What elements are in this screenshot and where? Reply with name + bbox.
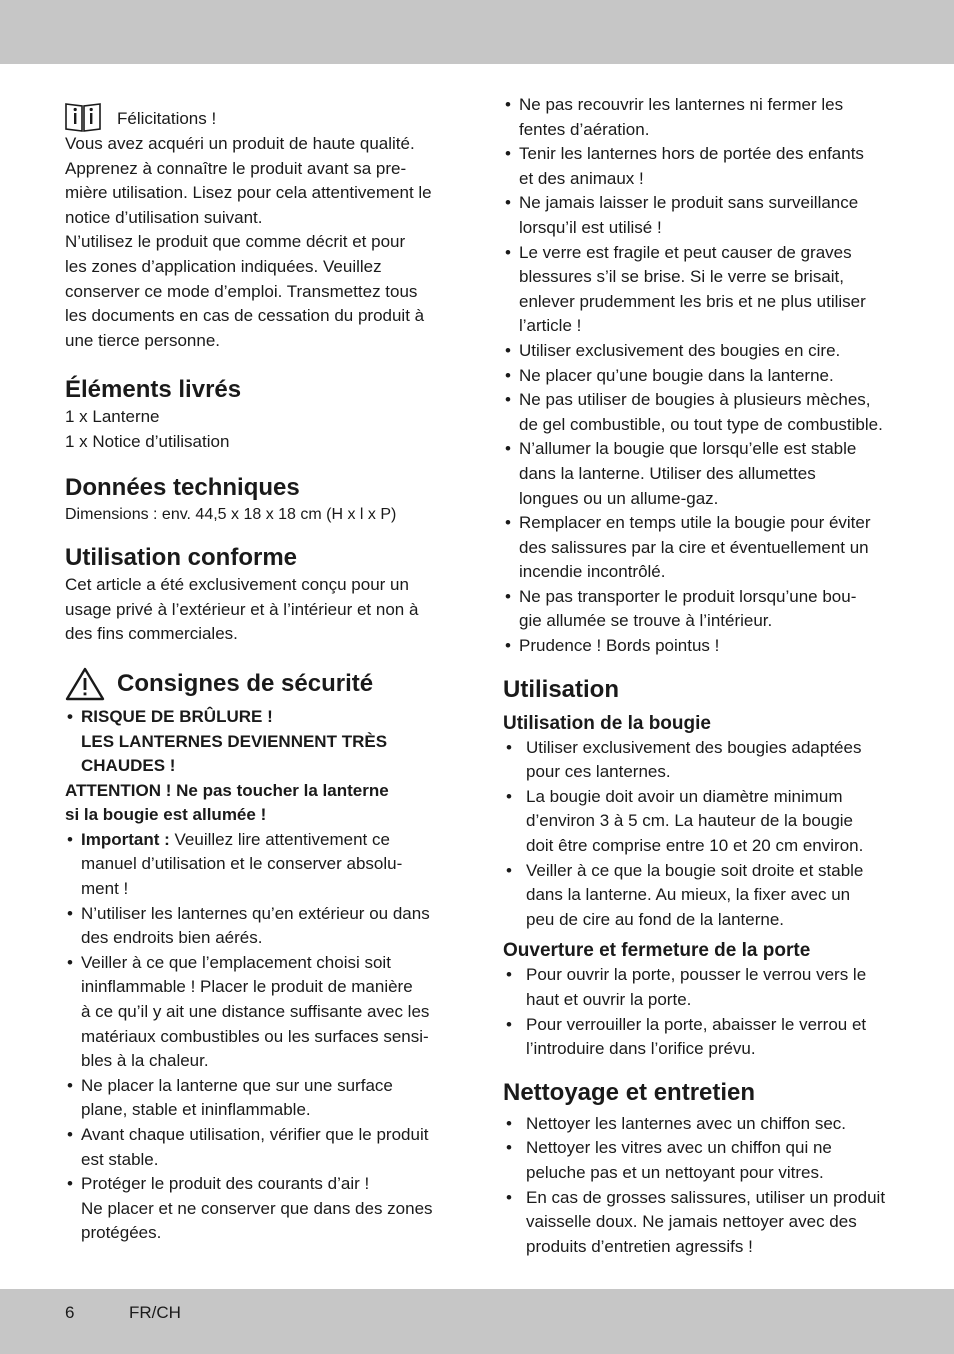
intro-line: N’utilisez le produit que comme décrit et pour [65,232,406,252]
important-line: manuel d’utilisation et le conserver absolu- [81,854,403,874]
safety-burn-list [65,705,457,779]
section-title: Éléments livrés [65,376,242,404]
usage-line: usage privé à l’extérieur et à l’intérieur et non à [65,599,419,619]
item-line: Ne placer et ne conserver que dans des zones [81,1198,433,1218]
safety-list-right [503,93,895,659]
list-item [503,736,895,785]
item-line: • Nettoyer les vitres avec un chiffon qui ne [526,1138,832,1158]
item-line: • Ne placer la lanterne que sur une surface [81,1075,393,1095]
section-utilisation [503,675,895,1062]
list-item [503,1013,895,1062]
item-line: • La bougie doit avoir un diamètre minimum [526,786,843,806]
safety-list-left [65,828,457,1246]
elements-line: 1 x Notice d’utilisation [65,431,230,451]
intro-line: mière utilisation. Lisez pour cela attentivement le [65,183,432,203]
list-item [65,951,457,1074]
intro-header [65,92,457,132]
list-item [503,1136,895,1185]
item-line: fentes d’aération. [519,119,650,139]
candle-list [503,736,895,933]
item-line: • Pour verrouiller la porte, abaisser le verrou et [526,1014,867,1034]
item-line: • Le verre est fragile et peut causer de graves [519,242,852,262]
section-tech [65,473,457,528]
item-line: • Avant chaque utilisation, vérifier que le produit [81,1125,429,1144]
usage-line: Cet article a été exclusivement conçu pour un [65,575,409,595]
section-title: Utilisation conforme [65,544,298,572]
list-item [503,241,895,339]
list-item [503,963,895,1012]
item-line: enlever prudemment les bris et ne plus utiliser [519,291,866,311]
item-line: des endroits bien aérés. [81,928,263,948]
left-column [65,92,457,1246]
list-item [65,1172,457,1246]
item-line: vaisselle doux. Ne jamais nettoyer avec des [526,1212,857,1232]
cleaning-list [503,1112,895,1260]
list-item [503,859,895,933]
item-line: blessures s’il se brise. Si le verre se brisait, [519,267,845,287]
list-item [65,705,457,779]
section-title: Utilisation [503,675,620,703]
item-line: peu de cire au fond de la lanterne. [526,909,785,929]
item-line: gie allumée se trouve à l’intérieur. [519,611,773,631]
list-item [65,902,457,951]
intro-line: les zones d’application indiquées. Veuillez [65,256,382,276]
item-line: est stable. [81,1149,159,1169]
safety-title: Consignes de sécurité [117,669,374,697]
section-usage [65,543,457,647]
item-line: ininflammable ! Placer le produit de manière [81,977,413,997]
list-item [503,437,895,511]
item-line: plane, stable et ininflammable. [81,1100,311,1120]
item-line: produits d’entretien agressifs ! [526,1236,753,1256]
elements-line: 1 x Lanterne [65,407,160,427]
item-line: l’article ! [519,316,582,336]
section-title [65,667,457,701]
important-line: Veuillez lire attentivement ce [169,829,390,849]
item-line: de gel combustible, ou tout type de combustible. [519,414,883,434]
section-elements [65,375,457,454]
item-line: • Pour ouvrir la porte, pousser le verrou vers le [526,965,867,985]
right-column [503,93,895,1259]
section-title: Données techniques [65,473,300,501]
item-line: à ce qu’il y ait une distance suffisante avec les [81,1002,430,1022]
item-line: lorsqu’il est utilisé ! [519,217,662,237]
important-label: Important : [81,829,170,849]
intro-line: les documents en cas de cessation du produit à [65,306,425,326]
item-line: matériaux combustibles ou les surfaces sensi- [81,1026,429,1046]
item-line: • N’utiliser les lanternes qu’en extérieur ou dans [81,903,430,923]
intro-line: Vous avez acquéri un produit de haute qualité. [65,134,415,153]
item-line: • Ne pas transporter le produit lorsqu’une bou- [519,586,857,606]
item-line: haut et ouvrir la porte. [526,990,692,1009]
list-item [65,1123,457,1172]
list-item [503,339,895,364]
section-safety [65,667,457,1246]
item-line: • Ne placer qu’une bougie dans la lanterne. [519,365,834,385]
item-line: incendie incontrôlé. [519,562,666,582]
intro-line: Apprenez à connaître le produit avant sa pre- [65,158,407,178]
list-item [503,634,895,659]
item-line: doit être comprise entre 10 et 20 cm environ. [526,836,864,856]
item-line: • N’allumer la bougie que lorsqu’elle est stable [519,439,857,459]
page-number: 6 [65,1303,75,1322]
burn-line: CHAUDES ! [81,756,176,776]
item-line: • Veiller à ce que l’emplacement choisi soit [81,952,391,972]
tech-text: Dimensions : env. 44,5 x 18 x 18 cm (H x l x P) [65,505,397,523]
item-line: dans la lanterne. Au mieux, la fixer avec un [526,885,851,905]
item-line: protégées. [81,1223,162,1243]
list-item [503,142,895,191]
item-line: et des animaux ! [519,168,644,188]
header-bar [0,0,954,64]
item-line: • Tenir les lanternes hors de portée des enfants [519,144,864,164]
list-item [503,585,895,634]
door-list [503,963,895,1061]
item-line: des salissures par la cire et éventuellement un [519,537,869,557]
item-line: dans la lanterne. Utiliser des allumettes [519,463,816,483]
section-title: Nettoyage et entretien [503,1078,756,1106]
warning-triangle-icon [65,667,105,701]
attention-line: si la bougie est allumée ! [65,805,267,825]
list-item [503,388,895,437]
item-line: • Utiliser exclusivement des bougies adaptées [526,737,862,757]
item-line: peluche pas et un nettoyant pour vitres. [526,1162,824,1182]
item-line: longues ou un allume-gaz. [519,488,719,508]
item-line: • Nettoyer les lanternes avec un chiffon sec. [526,1113,847,1133]
usage-line: des fins commerciales. [65,624,238,644]
info-book-icon [65,100,101,132]
item-line: • En cas de grosses salissures, utiliser un produit [526,1187,886,1207]
list-item [503,191,895,240]
list-item [503,364,895,389]
subsection-title: Utilisation de la bougie [503,712,711,734]
item-line: • Prudence ! Bords pointus ! [519,636,720,656]
burn-line: LES LANTERNES DEVIENNENT TRÈS [81,731,388,751]
list-item [503,1112,895,1137]
language-code: FR/CH [129,1303,181,1322]
list-item [503,785,895,859]
intro-title: Félicitations ! [117,109,217,129]
subsection-title: Ouverture et fermeture de la porte [503,940,811,962]
intro-line: une tierce personne. [65,330,220,350]
item-line: d’environ 3 à 5 cm. La hauteur de la bougie [526,811,854,831]
item-line: • Ne pas recouvrir les lanternes ni fermer les [519,95,844,114]
burn-line: • RISQUE DE BRÛLURE ! [81,706,273,726]
list-item [65,828,457,902]
section-cleaning [503,1078,895,1260]
important-line: ment ! [81,879,129,899]
item-line: • Veiller à ce que la bougie soit droite et stable [526,860,864,880]
list-item [503,511,895,585]
item-line: bles à la chaleur. [81,1051,209,1071]
attention-line: ATTENTION ! Ne pas toucher la lanterne [65,780,389,800]
item-line: • Protéger le produit des courants d’air ! [81,1174,370,1194]
item-line: • Ne jamais laisser le produit sans surveillance [519,193,859,213]
list-item [503,93,895,142]
list-item [65,1074,457,1123]
intro-line: notice d’utilisation suivant. [65,207,263,227]
intro-line: conserver ce mode d’emploi. Transmettez tous [65,281,418,301]
item-line: • Utiliser exclusivement des bougies en cire. [519,340,841,360]
intro-text [65,132,457,353]
item-line: • Ne pas utiliser de bougies à plusieurs mèches, [519,390,871,410]
list-item [503,1186,895,1260]
item-line: • Remplacer en temps utile la bougie pour éviter [519,513,871,533]
item-line: l’introduire dans l’orifice prévu. [526,1039,756,1059]
item-line: pour ces lanternes. [526,762,671,782]
